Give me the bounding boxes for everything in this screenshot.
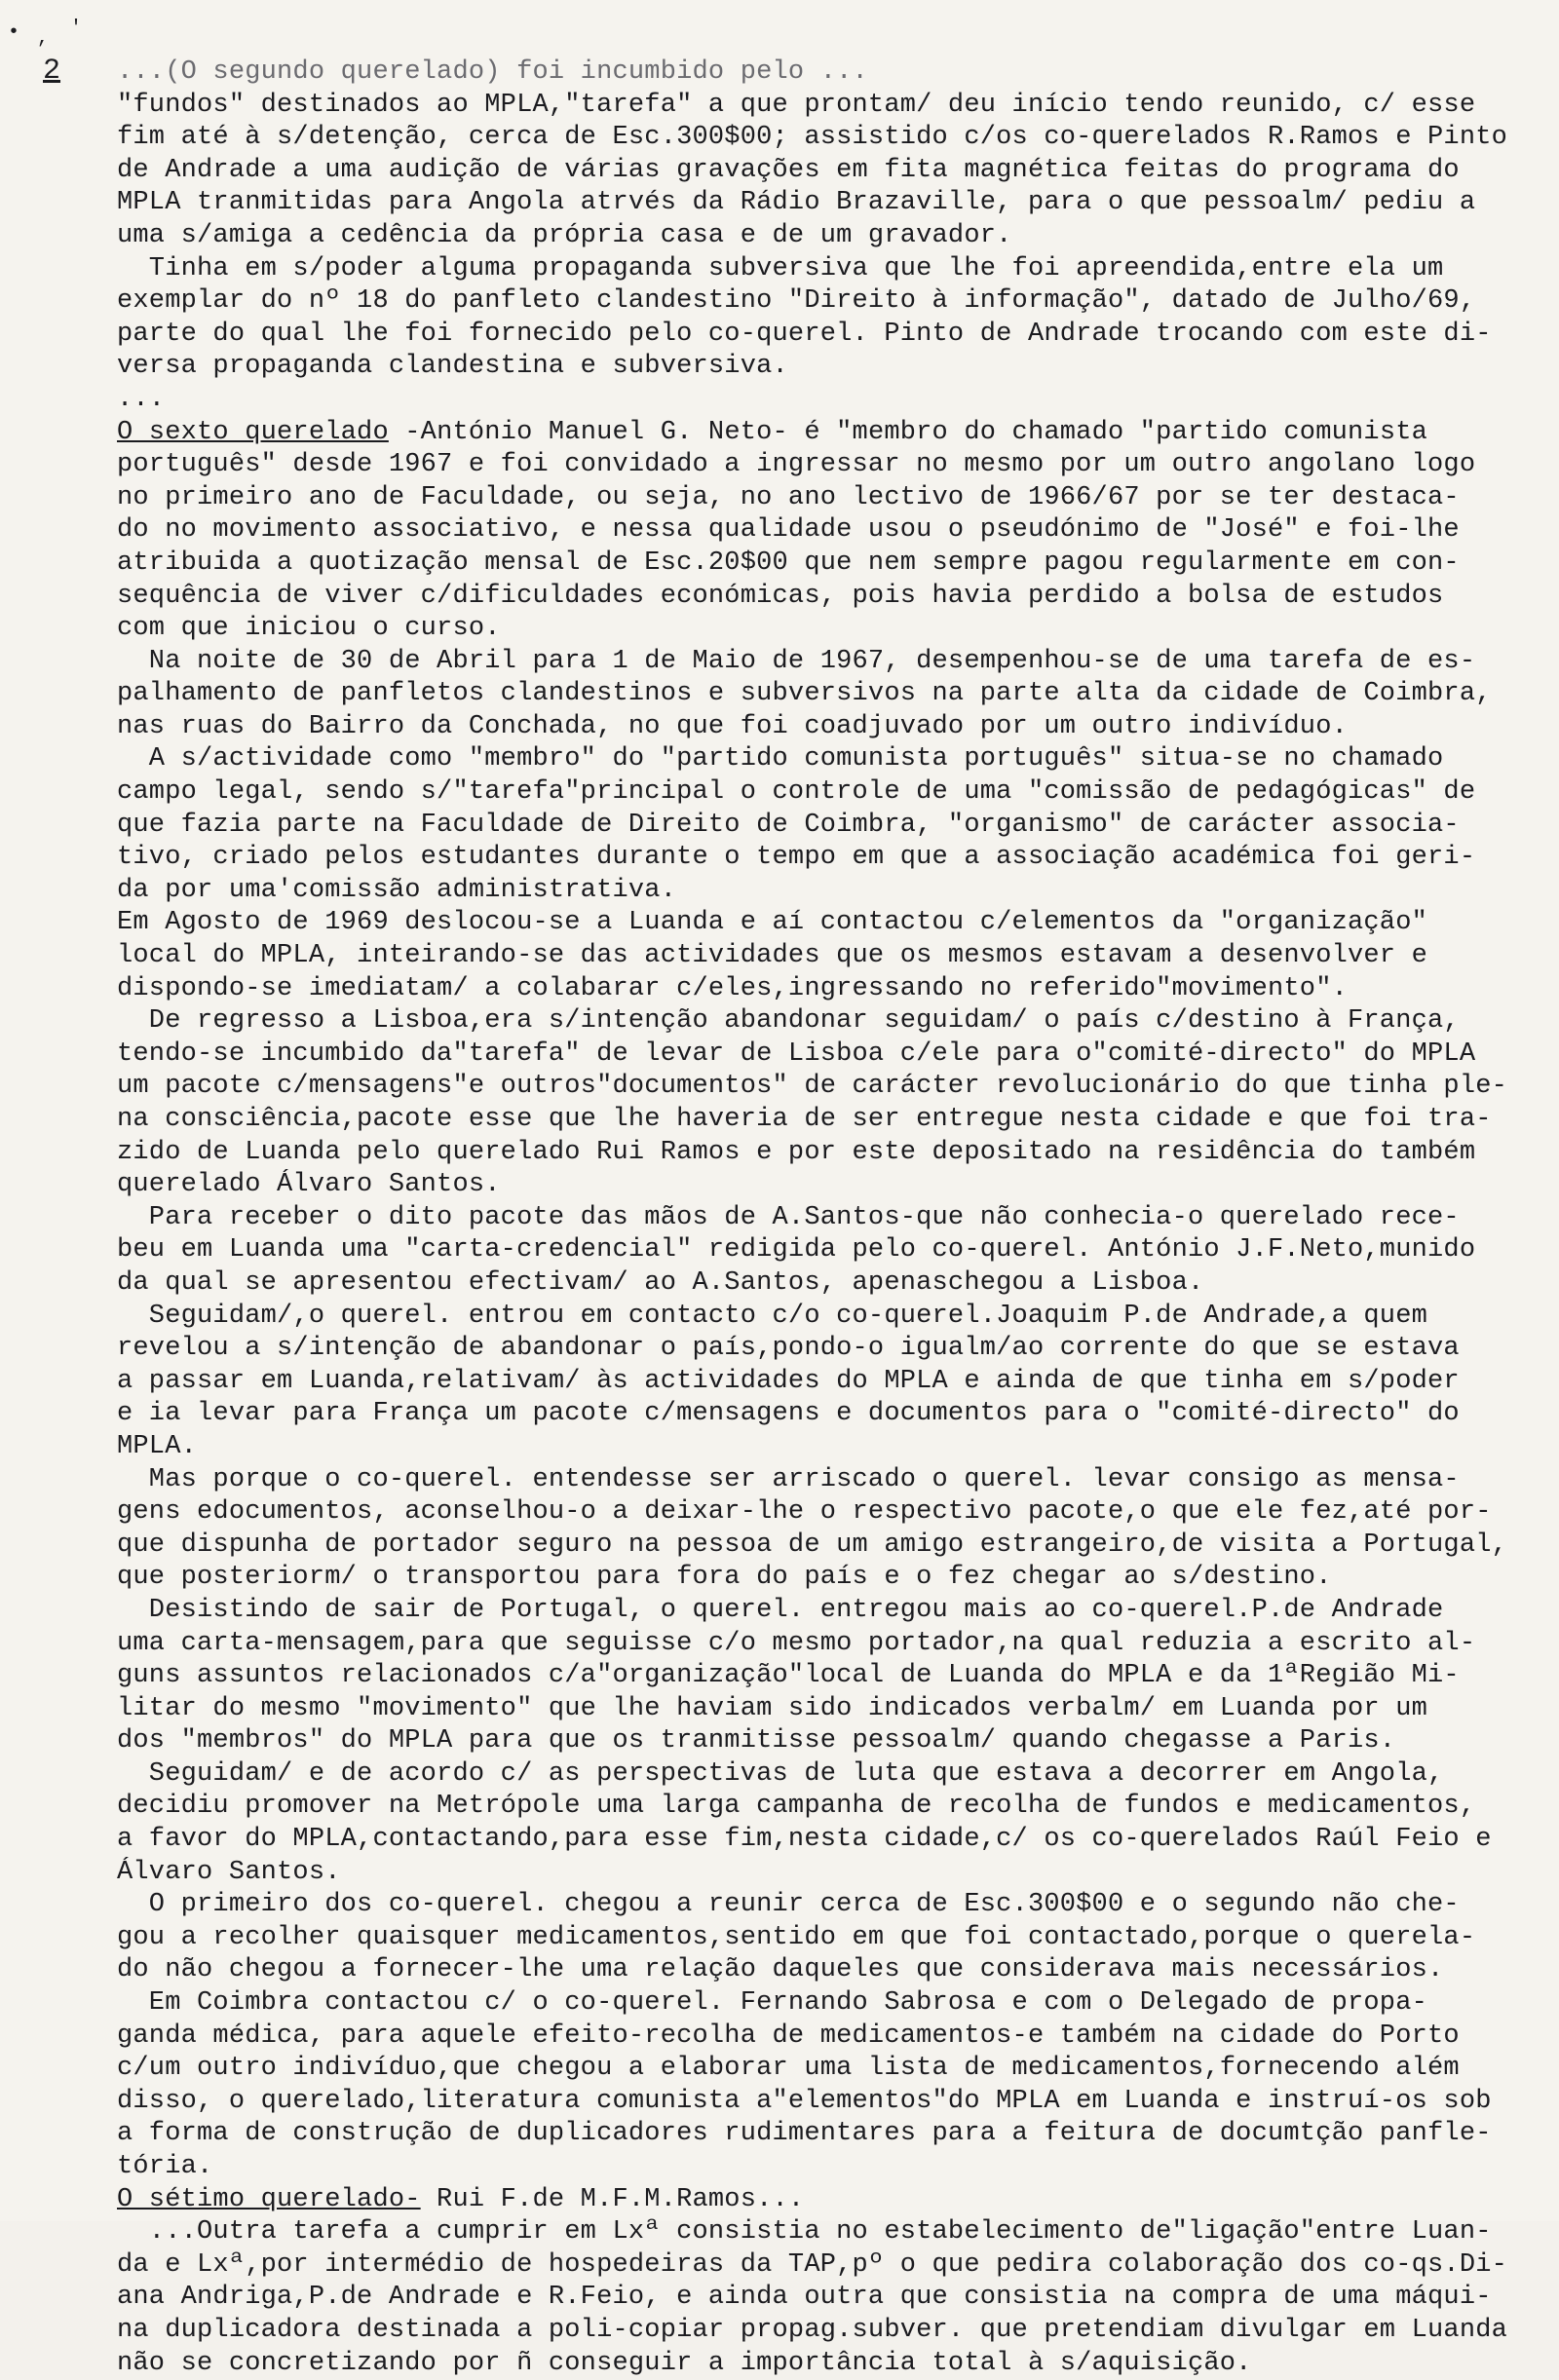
text-line: tendo-se incumbido da"tarefa" de levar de Lisboa c/ele para o"comité-directo" do MPLA bbox=[117, 1039, 1476, 1069]
text-line: Seguidam/,o querel. entrou em contacto c/o co-querel.Joaquim P.de Andrade,a quem bbox=[117, 1301, 1428, 1331]
text-line: "fundos" destinados ao MPLA,"tarefa" a que prontam/ deu início tendo reunido, c/ esse bbox=[117, 90, 1476, 120]
text-line: parte do qual lhe foi fornecido pelo co-querel. Pinto de Andrade trocando com este di- bbox=[117, 319, 1492, 349]
text-line: a passar em Luanda,relativam/ às actividades do MPLA e ainda de que tinha em s/poder bbox=[117, 1366, 1460, 1396]
text-line: não se concretizando por ñ conseguir a importância total à s/aquisição. bbox=[117, 2348, 1252, 2378]
text-line: de Andrade a uma audição de várias gravações em fita magnética feitas do programa do bbox=[117, 155, 1460, 185]
text-line: Para receber o dito pacote das mãos de A.Santos-que não conhecia-o querelado rece- bbox=[117, 1202, 1460, 1232]
text-line: gens edocumentos, aconselhou-o a deixar-lhe o respectivo pacote,o que ele fez,até por- bbox=[117, 1497, 1492, 1528]
text-line: Álvaro Santos. bbox=[117, 1857, 341, 1887]
text-line: dos "membros" do MPLA para que os tranmitisse pessoalm/ quando chegasse a Paris. bbox=[117, 1726, 1396, 1757]
text-line: exemplar do nº 18 do panfleto clandestino "Direito à informação", datado de Julho/69, bbox=[117, 286, 1476, 317]
text-line: versa propaganda clandestina e subversiva. bbox=[117, 352, 788, 382]
text-line: Tinha em s/poder alguma propaganda subversiva que lhe foi apreendida,entre ela um bbox=[117, 253, 1444, 283]
text-line: ana Andriga,P.de Andrade e R.Feio, e ainda outra que consistia na compra de uma máqui- bbox=[117, 2283, 1492, 2313]
text-line: beu em Luanda uma "carta-credencial" redigida pelo co-querel. António J.F.Neto,munido bbox=[117, 1235, 1476, 1266]
text-line: e ia levar para França um pacote c/mensagens e documentos para o "comité-directo" do bbox=[117, 1399, 1460, 1429]
text-line: tória. bbox=[117, 2152, 213, 2181]
section-heading: O sexto querelado bbox=[117, 417, 389, 447]
text-line: O primeiro dos co-querel. chegou a reunir cerca de Esc.300$00 e o segundo não che- bbox=[117, 1890, 1460, 1920]
text-line: gou a recolher quaisquer medicamentos,sentido em que foi contactado,porque o querela- bbox=[117, 1922, 1476, 1952]
text-line: c/um outro indivíduo,que chegou a elaborar uma lista de medicamentos,fornecendo além bbox=[117, 2054, 1460, 2084]
text-line: que dispunha de portador seguro na pessoa de um amigo estrangeiro,de visita a Portugal, bbox=[117, 1530, 1508, 1560]
text-line: atribuida a quotização mensal de Esc.20$00 que nem sempre pagou regularmente em con- bbox=[117, 548, 1460, 578]
text-line: guns assuntos relacionados c/a"organização"local de Luanda do MPLA e da 1ªRegião Mi- bbox=[117, 1661, 1460, 1691]
text-line: do não chegou a fornecer-lhe uma relação daqueles que considerava mais necessários. bbox=[117, 1955, 1444, 1985]
ink-speck: • bbox=[8, 21, 20, 44]
text-line: do no movimento associativo, e nessa qualidade usou o pseudónimo de "José" e foi-lhe bbox=[117, 515, 1460, 546]
text-line: da por uma'comissão administrativa. bbox=[117, 875, 677, 905]
text-line: De regresso a Lisboa,era s/intenção abandonar seguidam/ o país c/destino à França, bbox=[117, 1006, 1460, 1037]
text-line-rest: -António Manuel G. Neto- é "membro do chamado "partido comunista bbox=[388, 417, 1428, 447]
text-line: litar do mesmo "movimento" que lhe haviam sido indicados verbalm/ em Luanda por um bbox=[117, 1693, 1428, 1723]
text-line: um pacote c/mensagens"e outros"documentos" de carácter revolucionário do que tinha ple- bbox=[117, 1072, 1508, 1102]
text-line: a forma de construção de duplicadores rudimentares para a feitura de documtção panfle- bbox=[117, 2119, 1492, 2149]
text-line: Mas porque o co-querel. entendesse ser arriscado o querel. levar consigo as mensa- bbox=[117, 1464, 1460, 1494]
text-line-rest: Rui F.de M.F.M.Ramos... bbox=[420, 2184, 805, 2214]
text-line: tivo, criado pelos estudantes durante o tempo em que a associação académica foi geri- bbox=[117, 843, 1476, 873]
page-number: 2 bbox=[43, 55, 61, 88]
text-line: sequência de viver c/dificuldades económicas, pois havia perdido a bolsa de estudos bbox=[117, 581, 1444, 611]
text-line: disso, o querelado,literatura comunista a"elementos"do MPLA em Luanda e instruí-os sob bbox=[117, 2086, 1492, 2116]
text-line: dispondo-se imediatam/ a colabarar c/eles,ingressando no referido"movimento". bbox=[117, 973, 1349, 1003]
text-line: MPLA. bbox=[117, 1431, 198, 1461]
text-line: da qual se apresentou efectivam/ ao A.Santos, apenaschegou a Lisboa. bbox=[117, 1267, 1204, 1298]
typed-text-body bbox=[117, 57, 1540, 2380]
text-line bbox=[117, 2184, 1540, 2217]
text-line: zido de Luanda pelo querelado Rui Ramos e por este depositado na residência do também bbox=[117, 1137, 1476, 1167]
text-line: decidiu promover na Metrópole uma larga campanha de recolha de fundos e medicamentos, bbox=[117, 1792, 1476, 1822]
text-line: ...Outra tarefa a cumprir em Lxª consistia no estabelecimento de"ligação"entre Luan- bbox=[117, 2217, 1492, 2248]
text-line: no primeiro ano de Faculdade, ou seja, no ano lectivo de 1966/67 por se ter destaca- bbox=[117, 482, 1460, 512]
text-line: ... bbox=[117, 384, 166, 414]
text-line: com que iniciou o curso. bbox=[117, 614, 501, 644]
ink-speck: , bbox=[37, 27, 50, 50]
text-line: da e Lxª,por intermédio de hospedeiras da TAP,pº o que pedira colaboração dos co-qs.Di- bbox=[117, 2249, 1508, 2280]
text-line: Na noite de 30 de Abril para 1 de Maio de 1967, desempenhou-se de uma tarefa de es- bbox=[117, 646, 1476, 676]
text-line: na duplicadora destinada a poli-copiar propag.subver. que pretendiam divulgar em Luanda bbox=[117, 2315, 1508, 2345]
text-line: Em Coimbra contactou c/ o co-querel. Fernando Sabrosa e com o Delegado de propa- bbox=[117, 1988, 1428, 2019]
text-line: que fazia parte na Faculdade de Direito de Coimbra, "organismo" de carácter associa- bbox=[117, 810, 1460, 840]
text-line: MPLA tranmitidas para Angola atrvés da Rádio Brazaville, para o que pessoalm/ pediu a bbox=[117, 188, 1476, 218]
text-line: campo legal, sendo s/"tarefa"principal o controle de uma "comissão de pedagógicas" de bbox=[117, 777, 1476, 808]
text-line: Seguidam/ e de acordo c/ as perspectivas de luta que estava a decorrer em Angola, bbox=[117, 1758, 1444, 1789]
text-line: que posteriorm/ o transportou para fora do país e o fez chegar ao s/destino. bbox=[117, 1563, 1332, 1593]
text-line: revelou a s/intenção de abandonar o país,pondo-o igualm/ao corrente do que se estava bbox=[117, 1334, 1460, 1364]
text-line: ...(O segundo querelado) foi incumbido pelo ... bbox=[117, 57, 868, 87]
text-line: Em Agosto de 1969 deslocou-se a Luanda e aí contactou c/elementos da "organização" bbox=[117, 908, 1428, 938]
text-line: ganda médica, para aquele efeito-recolha de medicamentos-e também na cidade do Porto bbox=[117, 2021, 1460, 2051]
text-line: A s/actividade como "membro" do "partido comunista português" situa-se no chamado bbox=[117, 744, 1444, 774]
text-line: na consciência,pacote esse que lhe haveria de ser entregue nesta cidade e que foi tra- bbox=[117, 1105, 1492, 1134]
text-line: Desistindo de sair de Portugal, o querel. entregou mais ao co-querel.P.de Andrade bbox=[117, 1595, 1444, 1625]
text-line: a favor do MPLA,contactando,para esse fim,nesta cidade,c/ os co-querelados Raúl Feio e bbox=[117, 1825, 1492, 1855]
text-line: local do MPLA, inteirando-se das actividades que os mesmos estavam a desenvolver e bbox=[117, 941, 1428, 971]
text-line: português" desde 1967 e foi convidado a ingressar no mesmo por um outro angolano logo bbox=[117, 450, 1476, 480]
text-line: querelado Álvaro Santos. bbox=[117, 1170, 501, 1200]
text-line: fim até à s/detenção, cerca de Esc.300$00; assistido c/os co-querelados R.Ramos e Pinto bbox=[117, 123, 1508, 153]
text-line: palhamento de panfletos clandestinos e subversivos na parte alta da cidade de Coimbra, bbox=[117, 679, 1492, 709]
section-heading: O sétimo querelado- bbox=[117, 2184, 421, 2214]
ink-speck: ' bbox=[70, 18, 83, 40]
text-line bbox=[117, 417, 1540, 450]
text-line: uma carta-mensagem,para que seguisse c/o mesmo portador,na qual reduzia a escrito al- bbox=[117, 1628, 1476, 1658]
text-line: uma s/amiga a cedência da própria casa e de um gravador. bbox=[117, 220, 1012, 250]
text-line: nas ruas do Bairro da Conchada, no que foi coadjuvado por um outro indivíduo. bbox=[117, 711, 1349, 741]
